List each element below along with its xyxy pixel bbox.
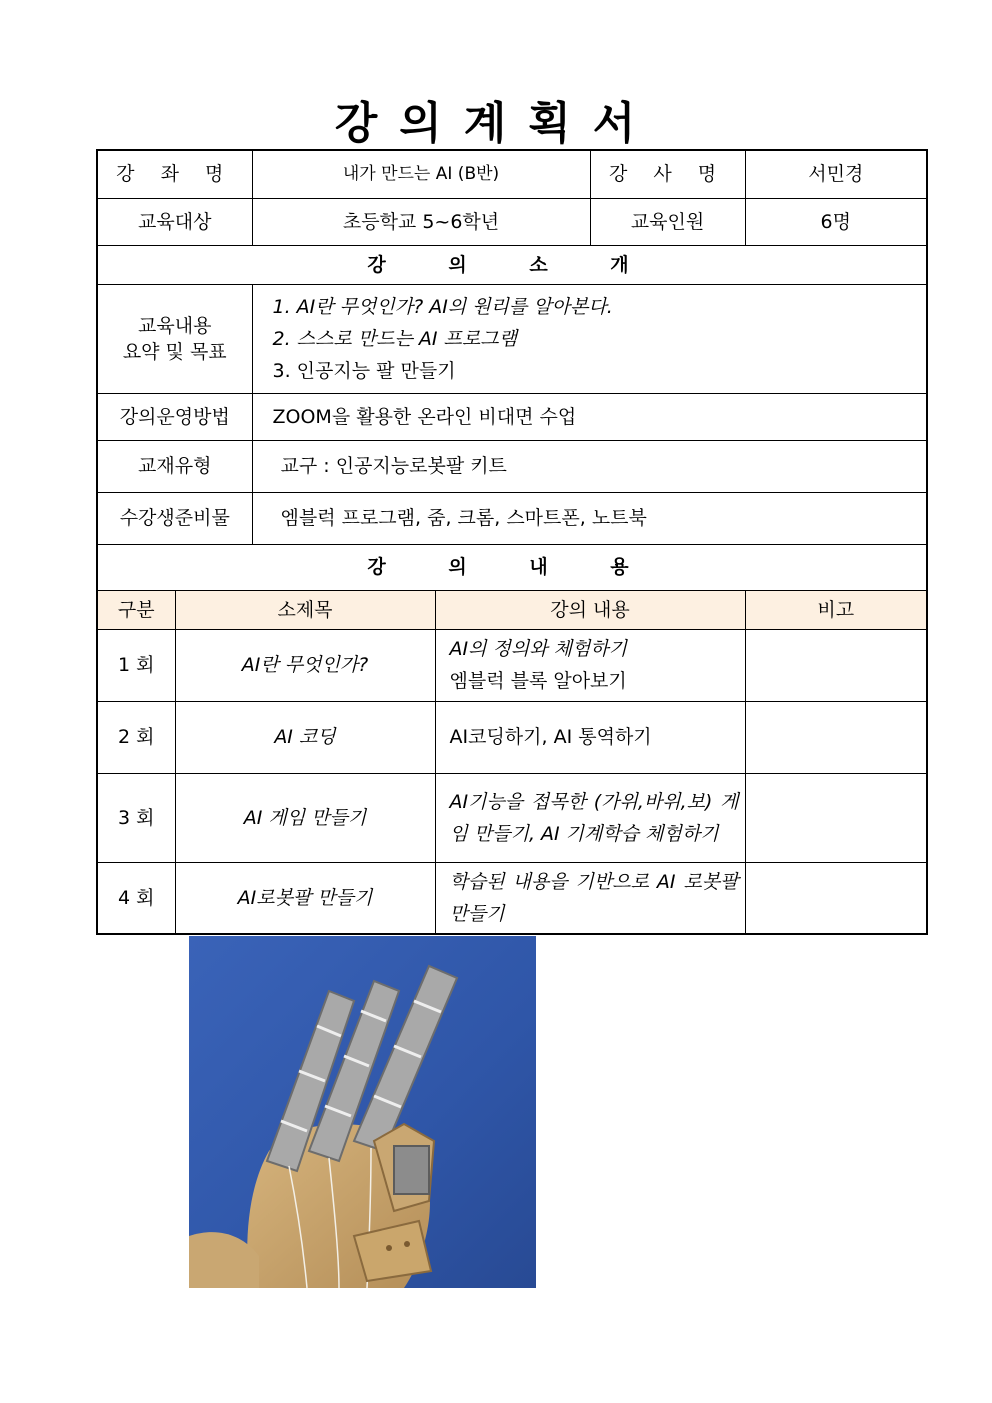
detail-cell: AI코딩하기, AI 통역하기 xyxy=(435,701,745,773)
summary-row xyxy=(97,284,927,393)
method-row xyxy=(97,393,927,440)
content-section-row xyxy=(97,544,927,590)
subtitle-cell: AI로봇팔 만들기 xyxy=(175,862,435,934)
session-cell: 1 회 xyxy=(97,629,175,701)
summary-item-3: 3. 인공지능 팔 만들기 xyxy=(272,359,456,382)
detail-line-1: AI의 정의와 체험하기 xyxy=(449,638,628,660)
table-row xyxy=(97,629,927,701)
target-label: 교육대상 xyxy=(97,198,252,245)
target-value: 초등학교 5~6학년 xyxy=(252,198,590,245)
session-cell: 3 회 xyxy=(97,773,175,862)
session-cell: 2 회 xyxy=(97,701,175,773)
table-row xyxy=(97,773,927,862)
detail-cell: AI기능을 접목한 (가위,바위,보) 게임 만들기, AI 기계학습 체험하기 xyxy=(435,773,745,862)
count-value: 6명 xyxy=(745,198,927,245)
instructor-label: 강 사 명 xyxy=(590,150,745,198)
summary-items xyxy=(252,284,927,393)
summary-label xyxy=(97,284,252,393)
summary-label-line-1: 교육내용 xyxy=(138,314,212,337)
subtitle-cell: AI 게임 만들기 xyxy=(175,773,435,862)
detail-cell xyxy=(435,629,745,701)
prep-value: 엠블럭 프로그램, 줌, 크롬, 스마트폰, 노트북 xyxy=(252,492,927,544)
material-value: 교구 : 인공지능로봇팔 키트 xyxy=(252,440,927,492)
robot-arm-illustration xyxy=(189,936,536,1288)
col-header-subtitle: 소제목 xyxy=(175,590,435,629)
col-header-session: 구분 xyxy=(97,590,175,629)
summary-item-1: 1. AI란 무엇인가? AI의 원리를 알아본다. xyxy=(272,295,613,318)
note-cell xyxy=(745,773,927,862)
robot-arm-photo xyxy=(189,936,536,1288)
prep-row xyxy=(97,492,927,544)
detail-cell: 학습된 내용을 기반으로 AI 로봇팔 만들기 xyxy=(435,862,745,934)
course-row xyxy=(97,150,927,198)
note-cell xyxy=(745,629,927,701)
count-label: 교육인원 xyxy=(590,198,745,245)
detail-line-2: 엠블럭 블록 알아보기 xyxy=(449,670,627,692)
course-value: 내가 만드는 AI (B반) xyxy=(252,150,590,198)
note-cell xyxy=(745,701,927,773)
summary-label-line-2: 요약 및 목표 xyxy=(122,340,227,363)
content-header-row xyxy=(97,590,927,629)
instructor-value: 서민경 xyxy=(745,150,927,198)
material-row xyxy=(97,440,927,492)
intro-section-row xyxy=(97,245,927,284)
session-cell: 4 회 xyxy=(97,862,175,934)
table-row xyxy=(97,862,927,934)
method-label: 강의운영방법 xyxy=(97,393,252,440)
note-cell xyxy=(745,862,927,934)
page-title: 강의계획서 xyxy=(334,98,658,149)
col-header-note: 비고 xyxy=(745,590,927,629)
intro-section-title: 강 의 소 개 xyxy=(97,245,927,284)
subtitle-cell: AI란 무엇인가? xyxy=(175,629,435,701)
target-row xyxy=(97,198,927,245)
summary-item-2: 2. 스스로 만드는 AI 프로그램 xyxy=(272,327,517,350)
content-section-title: 강 의 내 용 xyxy=(97,544,927,590)
subtitle-cell: AI 코딩 xyxy=(175,701,435,773)
lecture-plan-table xyxy=(96,149,928,935)
prep-label: 수강생준비물 xyxy=(97,492,252,544)
course-label: 강 좌 명 xyxy=(97,150,252,198)
method-value: ZOOM을 활용한 온라인 비대면 수업 xyxy=(252,393,927,440)
table-row xyxy=(97,701,927,773)
material-label: 교재유형 xyxy=(97,440,252,492)
col-header-detail: 강의 내용 xyxy=(435,590,745,629)
